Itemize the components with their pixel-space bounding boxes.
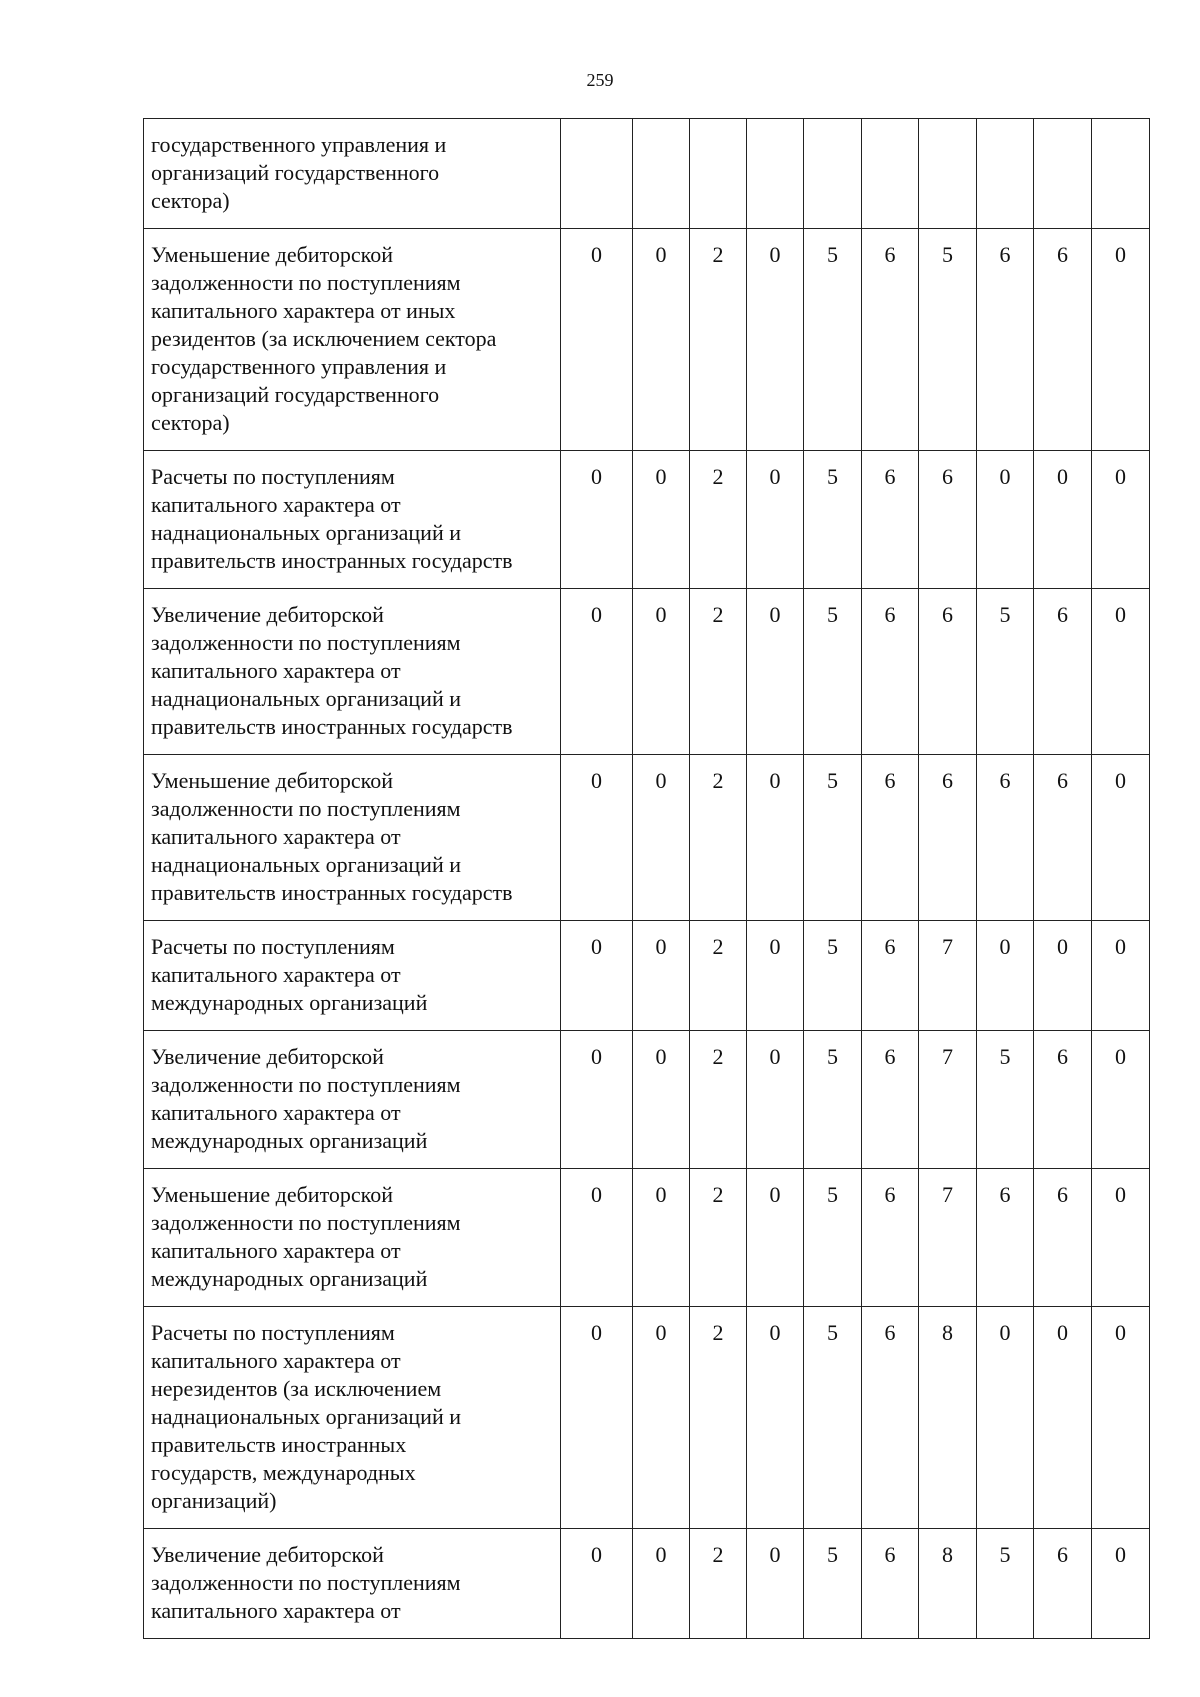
code-digit: 0 [561,589,633,755]
code-digit: 5 [804,1169,862,1307]
code-digit: 7 [919,1031,977,1169]
table-row [144,1169,1150,1307]
code-digit: 6 [862,755,919,921]
code-digit: 0 [747,1307,804,1529]
code-digit: 2 [690,1307,747,1529]
code-digit: 6 [1034,589,1092,755]
code-digit: 0 [561,1031,633,1169]
code-digit: 6 [919,755,977,921]
code-digit: 2 [690,229,747,451]
table-row [144,1307,1150,1529]
code-digit: 0 [1034,451,1092,589]
code-digit: 6 [862,1529,919,1639]
code-digit: 0 [1092,1307,1150,1529]
code-digit: 6 [862,589,919,755]
table-row [144,119,1150,229]
code-digit: 5 [977,1529,1034,1639]
code-digit: 8 [919,1529,977,1639]
code-digit: 0 [633,229,690,451]
row-description: Уменьшение дебиторской задолженности по поступлениям капитального характера от иных резидентов (за исключением сектора государственного управления и организаций государственного сектора) [144,229,561,451]
table-row [144,229,1150,451]
code-digit: 7 [919,1169,977,1307]
code-digit: 6 [862,1031,919,1169]
code-digit [633,119,690,229]
code-digit: 6 [862,229,919,451]
table-row [144,1529,1150,1639]
code-digit: 6 [919,589,977,755]
code-digit: 5 [919,229,977,451]
code-digit: 6 [977,1169,1034,1307]
code-digit: 5 [804,229,862,451]
code-digit: 0 [633,755,690,921]
code-digit [919,119,977,229]
code-digit: 0 [633,921,690,1031]
code-digit: 2 [690,589,747,755]
code-digit: 5 [804,755,862,921]
code-digit: 5 [804,1529,862,1639]
code-digit: 0 [633,1031,690,1169]
code-digit: 6 [862,921,919,1031]
code-digit: 6 [977,755,1034,921]
code-digit [1034,119,1092,229]
code-digit: 5 [804,451,862,589]
code-digit: 0 [561,229,633,451]
code-digit: 0 [747,1529,804,1639]
code-digit: 5 [977,1031,1034,1169]
code-digit: 0 [633,589,690,755]
code-digit: 2 [690,451,747,589]
code-digit [690,119,747,229]
code-digit: 0 [633,1169,690,1307]
code-digit: 6 [1034,1031,1092,1169]
code-digit [862,119,919,229]
classification-table [143,118,1150,1639]
row-description: Увеличение дебиторской задолженности по поступлениям капитального характера от наднациональных организаций и правительств иностранных государств [144,589,561,755]
row-description: Увеличение дебиторской задолженности по поступлениям капитального характера от [144,1529,561,1639]
code-digit: 5 [804,1031,862,1169]
row-description: Расчеты по поступлениям капитального характера от наднациональных организаций и правительств иностранных государств [144,451,561,589]
code-digit: 6 [1034,1529,1092,1639]
code-digit: 0 [747,921,804,1031]
code-digit: 6 [919,451,977,589]
code-digit: 0 [633,1307,690,1529]
code-digit: 6 [862,451,919,589]
code-digit: 0 [977,451,1034,589]
code-digit: 6 [862,1307,919,1529]
code-digit [561,119,633,229]
code-digit: 0 [1092,1529,1150,1639]
code-digit: 5 [977,589,1034,755]
code-digit: 2 [690,755,747,921]
code-digit: 8 [919,1307,977,1529]
row-description: Уменьшение дебиторской задолженности по поступлениям капитального характера от международных организаций [144,1169,561,1307]
row-description: государственного управления и организаций государственного сектора) [144,119,561,229]
code-digit: 0 [633,1529,690,1639]
code-digit: 0 [1092,229,1150,451]
code-digit: 0 [561,921,633,1031]
table-row [144,755,1150,921]
code-digit: 0 [561,1529,633,1639]
code-digit: 6 [862,1169,919,1307]
code-digit: 0 [633,451,690,589]
table-row [144,589,1150,755]
code-digit: 0 [747,451,804,589]
code-digit: 6 [977,229,1034,451]
code-digit: 0 [561,1169,633,1307]
row-description: Расчеты по поступлениям капитального характера от международных организаций [144,921,561,1031]
code-digit: 0 [977,1307,1034,1529]
code-digit: 2 [690,1529,747,1639]
table-row [144,921,1150,1031]
code-digit: 2 [690,921,747,1031]
code-digit: 5 [804,1307,862,1529]
code-digit: 0 [747,1169,804,1307]
code-digit: 0 [1092,451,1150,589]
code-digit: 0 [747,755,804,921]
code-digit: 6 [1034,229,1092,451]
code-digit: 5 [804,589,862,755]
code-digit: 0 [1092,589,1150,755]
code-digit: 0 [747,1031,804,1169]
table-row [144,1031,1150,1169]
code-digit: 2 [690,1031,747,1169]
code-digit: 0 [1034,1307,1092,1529]
row-description: Уменьшение дебиторской задолженности по поступлениям капитального характера от наднациональных организаций и правительств иностранных государств [144,755,561,921]
row-description: Увеличение дебиторской задолженности по поступлениям капитального характера от международных организаций [144,1031,561,1169]
code-digit: 0 [1092,1169,1150,1307]
code-digit [977,119,1034,229]
code-digit: 5 [804,921,862,1031]
code-digit: 0 [561,755,633,921]
code-digit: 6 [1034,1169,1092,1307]
code-digit: 0 [747,229,804,451]
row-description: Расчеты по поступлениям капитального характера от нерезидентов (за исключением наднациональных организаций и правительств иностранных государств, международных организаций) [144,1307,561,1529]
code-digit: 7 [919,921,977,1031]
page-number: 259 [586,70,614,90]
code-digit: 0 [561,451,633,589]
code-digit: 0 [747,589,804,755]
code-digit: 0 [1092,1031,1150,1169]
code-digit: 2 [690,1169,747,1307]
code-digit: 0 [977,921,1034,1031]
code-digit [747,119,804,229]
code-digit: 0 [1092,921,1150,1031]
code-digit: 6 [1034,755,1092,921]
code-digit: 0 [1034,921,1092,1031]
code-digit [804,119,862,229]
code-digit: 0 [1092,755,1150,921]
code-digit [1092,119,1150,229]
code-digit: 0 [561,1307,633,1529]
table-row [144,451,1150,589]
